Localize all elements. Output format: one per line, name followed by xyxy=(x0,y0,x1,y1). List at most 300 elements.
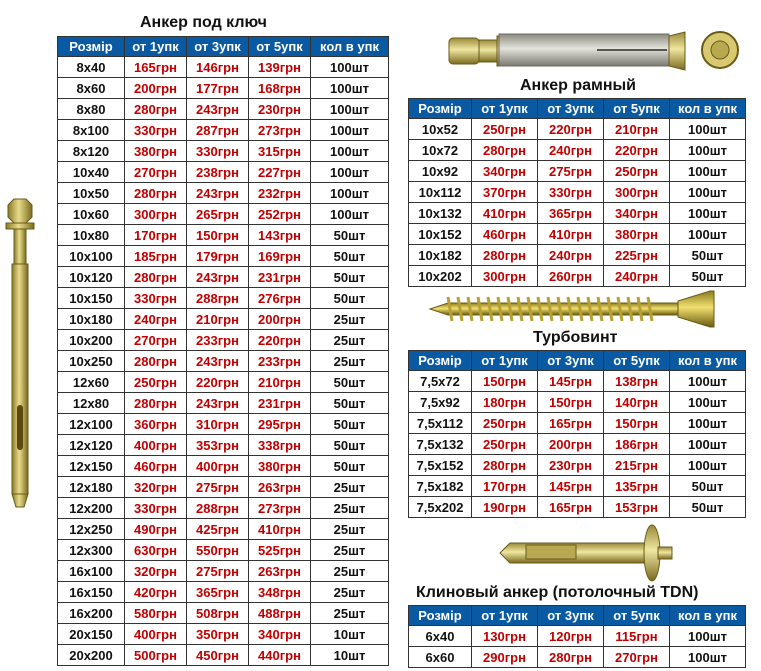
size-cell: 12x100 xyxy=(58,414,125,435)
pack-qty-cell: 25шт xyxy=(311,498,389,519)
wedge-anchor-image xyxy=(496,523,676,583)
pack-qty-cell: 100шт xyxy=(311,99,389,120)
pack-qty-cell: 100шт xyxy=(670,182,746,203)
table-row xyxy=(409,413,746,434)
column-header: от 1упк xyxy=(472,99,538,119)
price-cell: 420грн xyxy=(125,582,187,603)
size-cell: 20x150 xyxy=(58,624,125,645)
table-row xyxy=(58,519,389,540)
pack-qty-cell: 100шт xyxy=(670,647,746,668)
pack-qty-cell: 25шт xyxy=(311,561,389,582)
table-title-turbo-screw: Турбовинт xyxy=(533,329,618,346)
column-header: от 3упк xyxy=(538,99,604,119)
price-cell: 233грн xyxy=(187,330,249,351)
price-cell: 400грн xyxy=(125,435,187,456)
table-row xyxy=(58,288,389,309)
pack-qty-cell: 50шт xyxy=(311,246,389,267)
table-row xyxy=(58,435,389,456)
size-cell: 10x200 xyxy=(58,330,125,351)
price-cell: 179грн xyxy=(187,246,249,267)
price-cell: 270грн xyxy=(125,330,187,351)
table-row xyxy=(409,224,746,245)
price-cell: 150грн xyxy=(472,371,538,392)
pack-qty-cell: 25шт xyxy=(311,351,389,372)
price-cell: 365грн xyxy=(538,203,604,224)
table-title-bolt-anchor: Анкер под ключ xyxy=(140,14,267,31)
price-cell: 150грн xyxy=(187,225,249,246)
price-cell: 400грн xyxy=(125,624,187,645)
table-row xyxy=(58,120,389,141)
table-row xyxy=(58,309,389,330)
price-cell: 410грн xyxy=(249,519,311,540)
pack-qty-cell: 50шт xyxy=(311,372,389,393)
price-cell: 380грн xyxy=(249,456,311,477)
table-row xyxy=(58,498,389,519)
price-table-turbo-screw xyxy=(408,350,746,518)
price-cell: 348грн xyxy=(249,582,311,603)
size-cell: 10x60 xyxy=(58,204,125,225)
table-row xyxy=(58,456,389,477)
size-cell: 8x60 xyxy=(58,78,125,99)
price-cell: 200грн xyxy=(249,309,311,330)
table-row xyxy=(58,99,389,120)
price-cell: 243грн xyxy=(187,183,249,204)
size-cell: 7,5x72 xyxy=(409,371,472,392)
price-cell: 280грн xyxy=(538,647,604,668)
price-cell: 370грн xyxy=(472,182,538,203)
table-row xyxy=(409,647,746,668)
pack-qty-cell: 25шт xyxy=(311,540,389,561)
price-cell: 290грн xyxy=(472,647,538,668)
price-cell: 170грн xyxy=(125,225,187,246)
price-cell: 227грн xyxy=(249,162,311,183)
price-cell: 276грн xyxy=(249,288,311,309)
price-cell: 146грн xyxy=(187,57,249,78)
size-cell: 12x80 xyxy=(58,393,125,414)
price-cell: 165грн xyxy=(538,497,604,518)
price-cell: 273грн xyxy=(249,498,311,519)
price-cell: 150грн xyxy=(604,413,670,434)
table-row xyxy=(409,392,746,413)
size-cell: 6x40 xyxy=(409,626,472,647)
price-cell: 360грн xyxy=(125,414,187,435)
price-cell: 232грн xyxy=(249,183,311,204)
price-cell: 252грн xyxy=(249,204,311,225)
pack-qty-cell: 25шт xyxy=(311,582,389,603)
price-cell: 630грн xyxy=(125,540,187,561)
price-cell: 270грн xyxy=(125,162,187,183)
pack-qty-cell: 25шт xyxy=(311,603,389,624)
price-cell: 140грн xyxy=(604,392,670,413)
column-header: Розмір xyxy=(409,99,472,119)
size-cell: 10x92 xyxy=(409,161,472,182)
price-cell: 250грн xyxy=(472,119,538,140)
price-cell: 280грн xyxy=(472,140,538,161)
price-cell: 233грн xyxy=(249,351,311,372)
price-cell: 177грн xyxy=(187,78,249,99)
pack-qty-cell: 25шт xyxy=(311,330,389,351)
column-header: от 5упк xyxy=(604,351,670,371)
price-cell: 220грн xyxy=(604,140,670,161)
price-cell: 250грн xyxy=(472,434,538,455)
size-cell: 8x120 xyxy=(58,141,125,162)
table-row xyxy=(58,225,389,246)
price-cell: 220грн xyxy=(538,119,604,140)
price-cell: 240грн xyxy=(538,140,604,161)
price-cell: 263грн xyxy=(249,561,311,582)
column-header: Розмір xyxy=(409,351,472,371)
column-header: кол в упк xyxy=(311,37,389,57)
price-cell: 169грн xyxy=(249,246,311,267)
table-row xyxy=(58,645,389,666)
price-cell: 225грн xyxy=(604,245,670,266)
price-cell: 153грн xyxy=(604,497,670,518)
size-cell: 8x80 xyxy=(58,99,125,120)
table-row xyxy=(58,141,389,162)
column-header: от 3упк xyxy=(187,37,249,57)
size-cell: 10x40 xyxy=(58,162,125,183)
table-row xyxy=(409,245,746,266)
size-cell: 8x40 xyxy=(58,57,125,78)
size-cell: 10x180 xyxy=(58,309,125,330)
price-cell: 500грн xyxy=(125,645,187,666)
table-header-row xyxy=(409,99,746,119)
price-cell: 220грн xyxy=(187,372,249,393)
price-cell: 380грн xyxy=(125,141,187,162)
table-row xyxy=(409,455,746,476)
price-cell: 330грн xyxy=(125,498,187,519)
price-cell: 295грн xyxy=(249,414,311,435)
column-header: от 1упк xyxy=(125,37,187,57)
price-cell: 330грн xyxy=(538,182,604,203)
turbo-screw-image xyxy=(428,289,720,329)
size-cell: 16x100 xyxy=(58,561,125,582)
price-cell: 275грн xyxy=(538,161,604,182)
price-cell: 120грн xyxy=(538,626,604,647)
table-row xyxy=(58,246,389,267)
column-header: от 3упк xyxy=(538,606,604,626)
price-cell: 185грн xyxy=(125,246,187,267)
size-cell: 10x112 xyxy=(409,182,472,203)
table-row xyxy=(58,183,389,204)
pack-qty-cell: 50шт xyxy=(311,288,389,309)
price-cell: 139грн xyxy=(249,57,311,78)
price-cell: 340грн xyxy=(249,624,311,645)
price-cell: 145грн xyxy=(538,371,604,392)
pack-qty-cell: 10шт xyxy=(311,624,389,645)
table-row xyxy=(409,161,746,182)
column-header: от 1упк xyxy=(472,351,538,371)
price-cell: 270грн xyxy=(604,647,670,668)
size-cell: 6x60 xyxy=(409,647,472,668)
size-cell: 10x182 xyxy=(409,245,472,266)
price-cell: 315грн xyxy=(249,141,311,162)
price-cell: 243грн xyxy=(187,267,249,288)
table-row xyxy=(58,582,389,603)
price-cell: 210грн xyxy=(249,372,311,393)
price-cell: 550грн xyxy=(187,540,249,561)
pack-qty-cell: 100шт xyxy=(670,203,746,224)
size-cell: 10x250 xyxy=(58,351,125,372)
price-cell: 250грн xyxy=(125,372,187,393)
price-cell: 320грн xyxy=(125,477,187,498)
price-cell: 410грн xyxy=(538,224,604,245)
pack-qty-cell: 50шт xyxy=(311,393,389,414)
size-cell: 7,5x182 xyxy=(409,476,472,497)
table-row xyxy=(409,140,746,161)
size-cell: 10x50 xyxy=(58,183,125,204)
size-cell: 10x52 xyxy=(409,119,472,140)
price-cell: 263грн xyxy=(249,477,311,498)
price-cell: 330грн xyxy=(125,288,187,309)
price-cell: 525грн xyxy=(249,540,311,561)
column-header: кол в упк xyxy=(670,606,746,626)
size-cell: 12x150 xyxy=(58,456,125,477)
size-cell: 12x200 xyxy=(58,498,125,519)
price-cell: 280грн xyxy=(125,99,187,120)
price-cell: 340грн xyxy=(472,161,538,182)
price-cell: 238грн xyxy=(187,162,249,183)
table-header-row xyxy=(58,37,389,57)
table-row xyxy=(409,476,746,497)
size-cell: 12x120 xyxy=(58,435,125,456)
pack-qty-cell: 50шт xyxy=(670,245,746,266)
size-cell: 7,5x92 xyxy=(409,392,472,413)
pack-qty-cell: 50шт xyxy=(311,456,389,477)
pack-qty-cell: 50шт xyxy=(311,414,389,435)
pack-qty-cell: 100шт xyxy=(670,392,746,413)
pack-qty-cell: 50шт xyxy=(311,435,389,456)
price-cell: 425грн xyxy=(187,519,249,540)
price-cell: 243грн xyxy=(187,393,249,414)
pack-qty-cell: 100шт xyxy=(670,455,746,476)
table-title-wedge-anchor: Клиновый анкер (потолочный TDN) xyxy=(416,584,699,601)
table-row xyxy=(409,203,746,224)
price-cell: 200грн xyxy=(125,78,187,99)
price-cell: 320грн xyxy=(125,561,187,582)
column-header: от 5упк xyxy=(249,37,311,57)
price-cell: 280грн xyxy=(125,183,187,204)
price-cell: 115грн xyxy=(604,626,670,647)
price-cell: 287грн xyxy=(187,120,249,141)
table-row xyxy=(58,414,389,435)
column-header: от 1упк xyxy=(472,606,538,626)
table-row xyxy=(58,78,389,99)
price-cell: 440грн xyxy=(249,645,311,666)
price-cell: 145грн xyxy=(538,476,604,497)
size-cell: 16x150 xyxy=(58,582,125,603)
table-row xyxy=(58,162,389,183)
price-cell: 330грн xyxy=(125,120,187,141)
size-cell: 10x80 xyxy=(58,225,125,246)
table-row xyxy=(58,540,389,561)
price-cell: 350грн xyxy=(187,624,249,645)
price-table-bolt-anchor xyxy=(57,36,389,666)
price-cell: 353грн xyxy=(187,435,249,456)
table-row xyxy=(58,267,389,288)
price-cell: 460грн xyxy=(125,456,187,477)
price-cell: 250грн xyxy=(604,161,670,182)
pack-qty-cell: 100шт xyxy=(311,57,389,78)
price-cell: 460грн xyxy=(472,224,538,245)
price-cell: 300грн xyxy=(604,182,670,203)
price-cell: 330грн xyxy=(187,141,249,162)
price-cell: 200грн xyxy=(538,434,604,455)
size-cell: 16x200 xyxy=(58,603,125,624)
column-header: Розмір xyxy=(58,37,125,57)
column-header: от 3упк xyxy=(538,351,604,371)
table-row xyxy=(58,57,389,78)
size-cell: 8x100 xyxy=(58,120,125,141)
price-cell: 450грн xyxy=(187,645,249,666)
column-header: от 5упк xyxy=(604,606,670,626)
price-cell: 231грн xyxy=(249,393,311,414)
pack-qty-cell: 100шт xyxy=(670,413,746,434)
price-cell: 250грн xyxy=(472,413,538,434)
price-cell: 150грн xyxy=(538,392,604,413)
price-cell: 130грн xyxy=(472,626,538,647)
column-header: Розмір xyxy=(409,606,472,626)
pack-qty-cell: 50шт xyxy=(311,267,389,288)
table-row xyxy=(58,561,389,582)
table-row xyxy=(409,497,746,518)
pack-qty-cell: 100шт xyxy=(311,120,389,141)
pack-qty-cell: 100шт xyxy=(311,141,389,162)
price-cell: 170грн xyxy=(472,476,538,497)
pack-qty-cell: 100шт xyxy=(311,162,389,183)
pack-qty-cell: 100шт xyxy=(311,183,389,204)
size-cell: 7,5x112 xyxy=(409,413,472,434)
size-cell: 10x120 xyxy=(58,267,125,288)
pack-qty-cell: 50шт xyxy=(311,225,389,246)
price-cell: 240грн xyxy=(538,245,604,266)
table-row xyxy=(58,330,389,351)
price-cell: 138грн xyxy=(604,371,670,392)
price-cell: 240грн xyxy=(125,309,187,330)
price-table-wedge-anchor xyxy=(408,605,746,668)
price-cell: 380грн xyxy=(604,224,670,245)
price-table-frame-anchor xyxy=(408,98,746,287)
price-cell: 230грн xyxy=(249,99,311,120)
price-cell: 275грн xyxy=(187,477,249,498)
column-header: от 5упк xyxy=(604,99,670,119)
table-row xyxy=(409,266,746,287)
table-title-frame-anchor: Анкер рамный xyxy=(520,77,637,94)
price-cell: 288грн xyxy=(187,288,249,309)
size-cell: 10x150 xyxy=(58,288,125,309)
price-cell: 231грн xyxy=(249,267,311,288)
table-header-row xyxy=(409,351,746,371)
size-cell: 7,5x202 xyxy=(409,497,472,518)
pack-qty-cell: 50шт xyxy=(670,476,746,497)
pack-qty-cell: 50шт xyxy=(670,266,746,287)
table-row xyxy=(58,372,389,393)
size-cell: 12x250 xyxy=(58,519,125,540)
price-cell: 243грн xyxy=(187,351,249,372)
price-cell: 508грн xyxy=(187,603,249,624)
price-cell: 215грн xyxy=(604,455,670,476)
table-row xyxy=(409,626,746,647)
size-cell: 10x100 xyxy=(58,246,125,267)
pack-qty-cell: 100шт xyxy=(311,204,389,225)
price-cell: 490грн xyxy=(125,519,187,540)
price-cell: 135грн xyxy=(604,476,670,497)
price-cell: 210грн xyxy=(187,309,249,330)
price-cell: 273грн xyxy=(249,120,311,141)
price-cell: 190грн xyxy=(472,497,538,518)
price-cell: 168грн xyxy=(249,78,311,99)
price-cell: 220грн xyxy=(249,330,311,351)
pack-qty-cell: 100шт xyxy=(670,119,746,140)
price-cell: 580грн xyxy=(125,603,187,624)
price-cell: 230грн xyxy=(538,455,604,476)
column-header: кол в упк xyxy=(670,351,746,371)
size-cell: 12x180 xyxy=(58,477,125,498)
size-cell: 10x202 xyxy=(409,266,472,287)
size-cell: 10x72 xyxy=(409,140,472,161)
price-cell: 365грн xyxy=(187,582,249,603)
table-row xyxy=(409,182,746,203)
pack-qty-cell: 25шт xyxy=(311,477,389,498)
size-cell: 12x300 xyxy=(58,540,125,561)
price-cell: 275грн xyxy=(187,561,249,582)
pack-qty-cell: 100шт xyxy=(670,371,746,392)
pack-qty-cell: 100шт xyxy=(670,626,746,647)
price-cell: 338грн xyxy=(249,435,311,456)
size-cell: 12x60 xyxy=(58,372,125,393)
pack-qty-cell: 25шт xyxy=(311,309,389,330)
price-cell: 300грн xyxy=(472,266,538,287)
table-row xyxy=(409,119,746,140)
table-row xyxy=(58,624,389,645)
price-cell: 410грн xyxy=(472,203,538,224)
table-row xyxy=(58,393,389,414)
size-cell: 20x200 xyxy=(58,645,125,666)
price-cell: 300грн xyxy=(125,204,187,225)
pack-qty-cell: 100шт xyxy=(670,224,746,245)
pack-qty-cell: 100шт xyxy=(670,434,746,455)
price-cell: 280грн xyxy=(125,267,187,288)
price-cell: 186грн xyxy=(604,434,670,455)
price-cell: 288грн xyxy=(187,498,249,519)
price-cell: 400грн xyxy=(187,456,249,477)
size-cell: 7,5x132 xyxy=(409,434,472,455)
table-row xyxy=(58,477,389,498)
pack-qty-cell: 25шт xyxy=(311,519,389,540)
size-cell: 10x152 xyxy=(409,224,472,245)
bolt-anchor-image xyxy=(0,195,40,510)
price-cell: 280грн xyxy=(472,245,538,266)
price-cell: 165грн xyxy=(125,57,187,78)
price-cell: 143грн xyxy=(249,225,311,246)
column-header: кол в упк xyxy=(670,99,746,119)
table-header-row xyxy=(409,606,746,626)
pack-qty-cell: 10шт xyxy=(311,645,389,666)
frame-anchor-image xyxy=(447,28,742,78)
price-cell: 280грн xyxy=(472,455,538,476)
price-cell: 310грн xyxy=(187,414,249,435)
pack-qty-cell: 50шт xyxy=(670,497,746,518)
price-cell: 165грн xyxy=(538,413,604,434)
table-row xyxy=(58,204,389,225)
price-cell: 243грн xyxy=(187,99,249,120)
pack-qty-cell: 100шт xyxy=(311,78,389,99)
table-row xyxy=(58,351,389,372)
table-row xyxy=(409,371,746,392)
size-cell: 10x132 xyxy=(409,203,472,224)
price-cell: 210грн xyxy=(604,119,670,140)
price-cell: 260грн xyxy=(538,266,604,287)
